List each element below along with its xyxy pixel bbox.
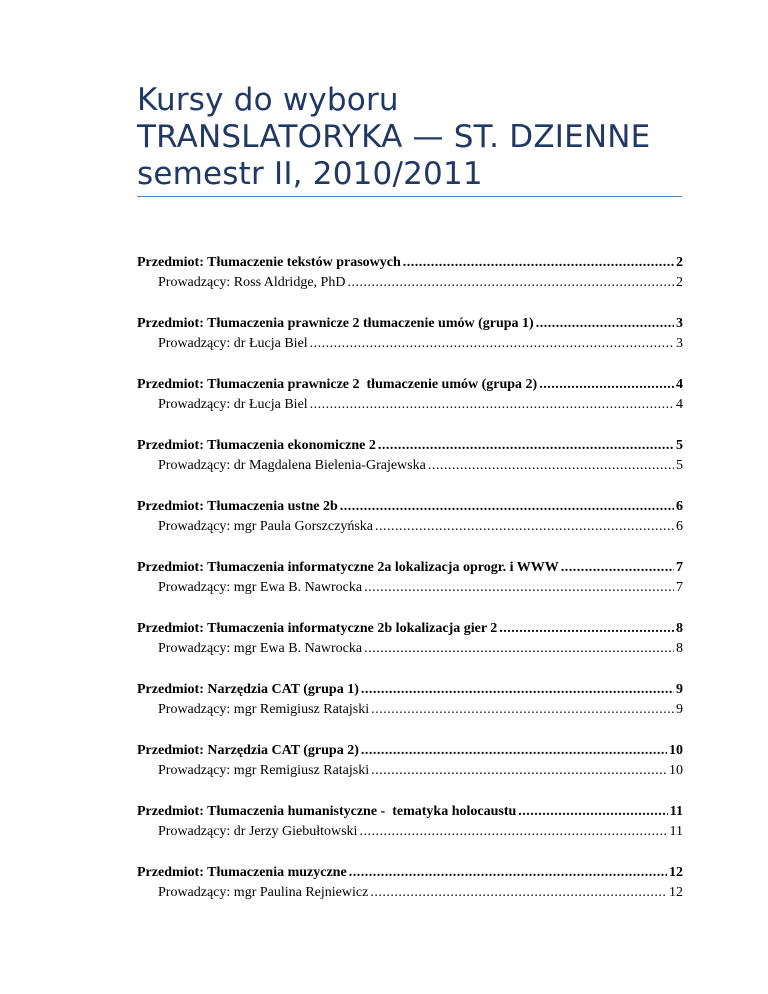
toc-leader-dots xyxy=(364,639,674,659)
toc-entry xyxy=(137,680,683,720)
toc-leader-dots xyxy=(375,517,674,537)
toc-leader-dots xyxy=(371,700,674,720)
toc-lecturer-text: Prowadzący: mgr Remigiusz Ratajski xyxy=(158,702,370,717)
toc-leader-dots xyxy=(371,761,667,781)
toc-subject-link[interactable] xyxy=(137,802,683,822)
toc-leader-dots xyxy=(310,395,674,415)
toc-leader-dots xyxy=(403,253,674,273)
toc-subject-text: Przedmiot: Tłumaczenia ustne 2b xyxy=(137,499,338,514)
toc-entry xyxy=(137,314,683,354)
toc-page-number: 3 xyxy=(676,316,683,331)
toc-leader-dots xyxy=(349,863,667,883)
toc-page-number: 6 xyxy=(676,519,683,534)
toc-page-number: 5 xyxy=(676,438,683,453)
title-underline xyxy=(137,196,682,197)
toc-entry xyxy=(137,619,683,659)
toc-subject-link[interactable] xyxy=(137,375,683,395)
toc-leader-dots xyxy=(359,822,667,842)
toc-page-number: 5 xyxy=(676,458,683,473)
toc-lecturer-text: Prowadzący: mgr Paulina Rejniewicz xyxy=(158,885,369,900)
toc-page-number: 4 xyxy=(676,377,683,392)
toc-subject-link[interactable] xyxy=(137,497,683,517)
toc-page-number: 7 xyxy=(676,560,683,575)
toc-leader-dots xyxy=(539,375,674,395)
toc-page-number: 9 xyxy=(676,682,683,697)
toc-subject-link[interactable] xyxy=(137,314,683,334)
toc-subject-text: Przedmiot: Tłumaczenia informatyczne 2a lokalizacja oprogr. i WWW xyxy=(137,560,559,575)
toc-page-number: 10 xyxy=(669,743,683,758)
toc-entry xyxy=(137,436,683,476)
toc-leader-dots xyxy=(499,619,674,639)
title-line-semester: semestr II, 2010/2011 xyxy=(137,156,483,192)
toc-leader-dots xyxy=(428,456,674,476)
toc-lecturer-link[interactable] xyxy=(137,395,683,415)
toc-page-number: 6 xyxy=(676,499,683,514)
toc-leader-dots xyxy=(518,802,668,822)
toc-leader-dots xyxy=(361,680,674,700)
toc-page-number: 2 xyxy=(676,255,683,270)
toc-subject-link[interactable] xyxy=(137,619,683,639)
toc-leader-dots xyxy=(378,436,674,456)
toc-subject-text: Przedmiot: Narzędzia CAT (grupa 1) xyxy=(137,682,359,697)
toc-lecturer-link[interactable] xyxy=(137,639,683,659)
toc-page-number: 11 xyxy=(669,824,683,839)
toc-page-number: 10 xyxy=(669,763,683,778)
toc-page-number: 8 xyxy=(676,641,683,656)
toc-page-number: 3 xyxy=(676,336,683,351)
toc-entry xyxy=(137,375,683,415)
toc-page-number: 2 xyxy=(676,275,683,290)
toc-lecturer-text: Prowadzący: dr Łucja Biel xyxy=(158,397,308,412)
toc-entry xyxy=(137,558,683,598)
toc-leader-dots xyxy=(561,558,674,578)
toc-subject-text: Przedmiot: Tłumaczenia prawnicze 2 tłumaczenie umów (grupa 1) xyxy=(137,316,534,331)
toc-lecturer-link[interactable] xyxy=(137,700,683,720)
title-line-program: TRANSLATORYKA — ST. DZIENNE xyxy=(137,119,651,155)
toc-subject-text: Przedmiot: Tłumaczenia humanistyczne - tematyka holocaustu xyxy=(137,804,517,819)
toc-lecturer-text: Prowadzący: mgr Ewa B. Nawrocka xyxy=(158,641,363,656)
toc-lecturer-link[interactable] xyxy=(137,883,683,903)
toc-subject-text: Przedmiot: Narzędzia CAT (grupa 2) xyxy=(137,743,359,758)
document-title xyxy=(137,82,682,193)
toc-page-number: 9 xyxy=(676,702,683,717)
toc-subject-text: Przedmiot: Tłumaczenia informatyczne 2b lokalizacja gier 2 xyxy=(137,621,498,636)
toc-leader-dots xyxy=(370,883,667,903)
toc-subject-link[interactable] xyxy=(137,253,683,273)
toc-subject-link[interactable] xyxy=(137,741,683,761)
toc-lecturer-text: Prowadzący: dr Jerzy Giebułtowski xyxy=(158,824,358,839)
toc-page-number: 8 xyxy=(676,621,683,636)
toc-lecturer-link[interactable] xyxy=(137,822,683,842)
toc-subject-link[interactable] xyxy=(137,680,683,700)
toc-subject-link[interactable] xyxy=(137,436,683,456)
toc-subject-text: Przedmiot: Tłumaczenie tekstów prasowych xyxy=(137,255,401,270)
toc-lecturer-text: Prowadzący: mgr Paula Gorszczyńska xyxy=(158,519,373,534)
toc-lecturer-text: Prowadzący: Ross Aldridge, PhD xyxy=(158,275,346,290)
toc-page-number: 12 xyxy=(669,865,683,880)
toc-entry xyxy=(137,802,683,842)
toc-lecturer-text: Prowadzący: mgr Remigiusz Ratajski xyxy=(158,763,370,778)
toc-lecturer-link[interactable] xyxy=(137,517,683,537)
toc-lecturer-text: Prowadzący: dr Łucja Biel xyxy=(158,336,308,351)
toc-subject-text: Przedmiot: Tłumaczenia ekonomiczne 2 xyxy=(137,438,376,453)
toc-entry xyxy=(137,253,683,293)
toc-leader-dots xyxy=(364,578,674,598)
toc-lecturer-link[interactable] xyxy=(137,456,683,476)
toc-leader-dots xyxy=(310,334,674,354)
toc-entry xyxy=(137,497,683,537)
toc-lecturer-link[interactable] xyxy=(137,273,683,293)
toc-lecturer-text: Prowadzący: mgr Ewa B. Nawrocka xyxy=(158,580,363,595)
toc-subject-link[interactable] xyxy=(137,558,683,578)
toc-page-number: 4 xyxy=(676,397,683,412)
toc-lecturer-link[interactable] xyxy=(137,761,683,781)
toc-leader-dots xyxy=(340,497,674,517)
toc-leader-dots xyxy=(536,314,674,334)
toc-leader-dots xyxy=(347,273,674,293)
toc-lecturer-link[interactable] xyxy=(137,334,683,354)
toc-subject-text: Przedmiot: Tłumaczenia prawnicze 2 tłumaczenie umów (grupa 2) xyxy=(137,377,538,392)
toc-subject-link[interactable] xyxy=(137,863,683,883)
toc-subject-text: Przedmiot: Tłumaczenia muzyczne xyxy=(137,865,347,880)
toc-entry xyxy=(137,741,683,781)
toc-page-number: 12 xyxy=(669,885,683,900)
toc-lecturer-link[interactable] xyxy=(137,578,683,598)
toc-lecturer-text: Prowadzący: dr Magdalena Bielenia-Grajewska xyxy=(158,458,426,473)
toc-leader-dots xyxy=(361,741,667,761)
toc-page-number: 11 xyxy=(669,804,683,819)
table-of-contents xyxy=(137,253,683,924)
toc-page-number: 7 xyxy=(676,580,683,595)
title-line-courses: Kursy do wyboru xyxy=(137,82,399,118)
toc-entry xyxy=(137,863,683,903)
